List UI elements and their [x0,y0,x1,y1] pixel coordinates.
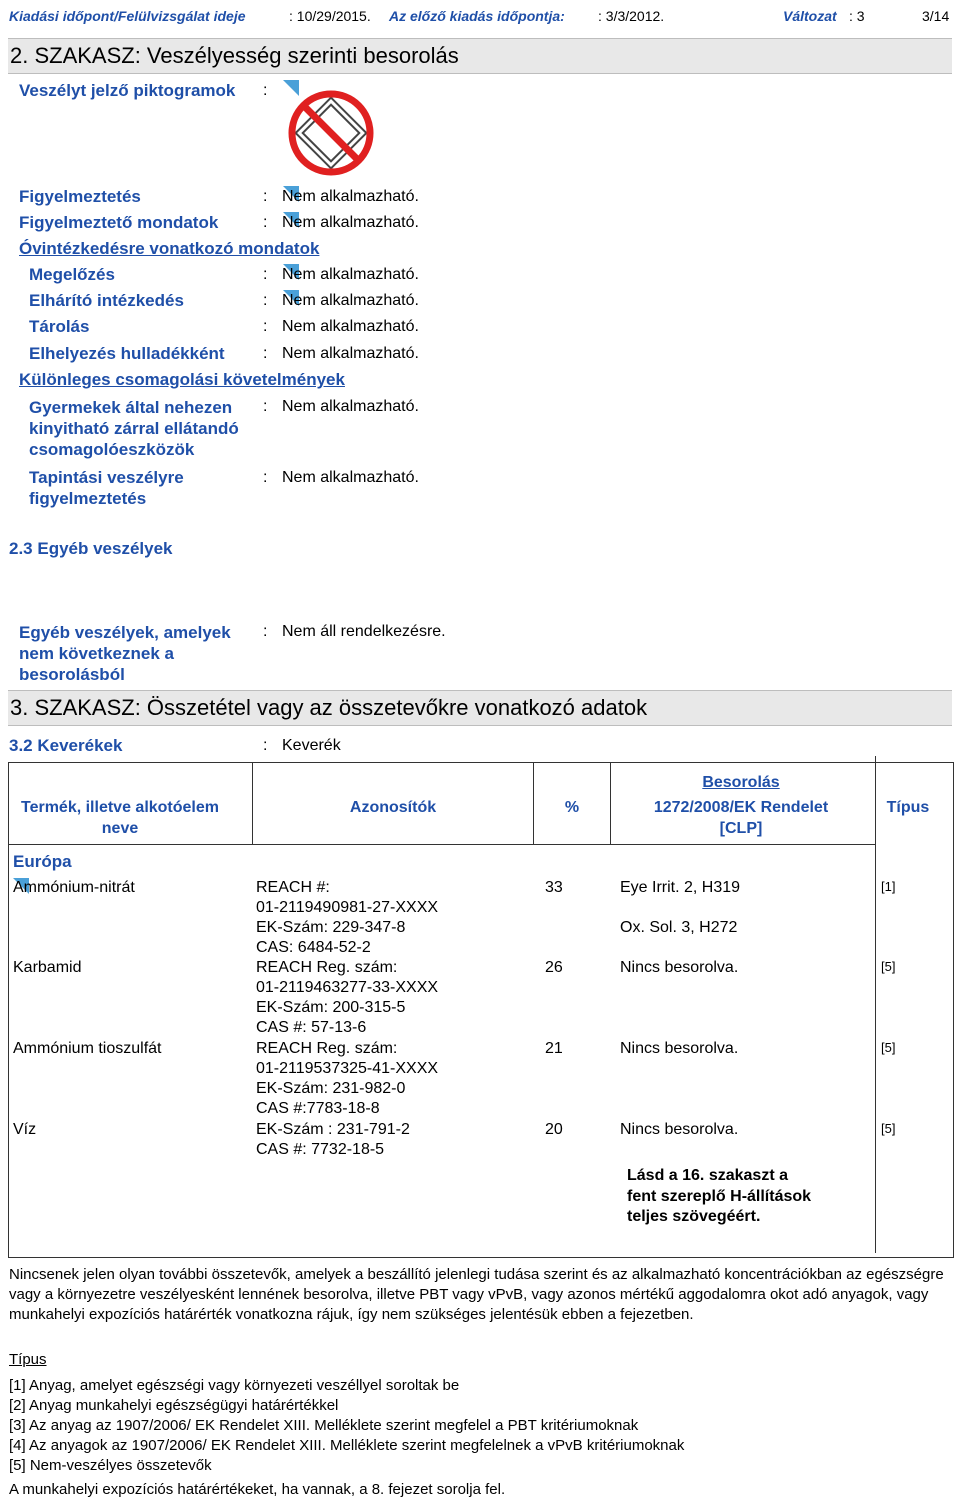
id-line: EK-Szám: 231-982-0 [256,1080,406,1097]
component-type: [5] [881,1121,896,1136]
id-line: REACH #: [256,879,330,896]
type-note: [5] Nem-veszélyes összetevők [9,1457,212,1474]
table-divider [8,844,252,845]
exposure-limit-note: A munkahelyi expozíciós határértékeket, ha vannak, a 8. fejezet sorolja fel. [9,1481,506,1498]
prevention-label: Megelőzés [29,265,115,284]
section-2-title-bar [8,38,952,74]
tactile-warning-label: Tapintási veszélyre figyelmeztetés [29,468,184,508]
child-resistant-value: Nem alkalmazható. [282,398,419,415]
response-value: Nem alkalmazható. [282,292,419,309]
id-line: EK-Szám : 231-791-2 [256,1121,410,1138]
section-2-title: 2. SZAKASZ: Veszélyesség szerinti besorolás [10,43,459,68]
id-line: CAS #: 57-13-6 [256,1019,367,1036]
type-note: [3] Az anyag az 1907/2006/ EK Rendelet XIII. Melléklete szerint megfelel a PBT kritériumoknak [9,1417,639,1434]
id-line: 01-2119490981-27-XXXX [256,899,439,916]
component-name: Ammónium tioszulfát [13,1040,162,1057]
id-line: REACH Reg. szám: [256,1040,398,1057]
section-3-title: 3. SZAKASZ: Összetétel vagy az összetevőkre vonatkozó adatok [10,695,648,720]
component-ids [256,1039,438,1119]
colon: : [263,82,268,99]
component-ids [256,878,438,958]
id-line: CAS #:7783-18-8 [256,1100,380,1117]
warning-value: Nem alkalmazható. [282,188,419,205]
child-resistant-label: Gyermekek által nehezen kinyitható zárral ellátandó csomagolóeszközök [29,398,239,459]
component-classification: Nincs besorolva. [620,1121,739,1138]
component-name: Karbamid [13,959,82,976]
table-divider [252,844,875,845]
id-line: EK-Szám: 229-347-8 [256,919,406,936]
mixtures-label: 3.2 Keverékek [9,736,123,755]
component-percent: 21 [545,1040,563,1057]
other-hazards-heading: 2.3 Egyéb veszélyek [9,539,173,558]
type-heading: Típus [9,1351,47,1368]
type-notes [9,1376,684,1476]
disposal-label: Elhelyezés hulladékként [29,344,225,363]
type-note: [4] Az anyagok az 1907/2006/ EK Rendelet XIII. Melléklete szerint megfelelnek a vPvB kritériumoknak [9,1437,685,1454]
col-header-clp: 1272/2008/EK Rendelet [CLP] [653,799,829,837]
packaging-heading: Különleges csomagolási követelmények [19,370,345,389]
id-line: 01-2119463277-33-XXXX [256,979,439,996]
table-divider [875,756,876,1253]
prev-date: : 3/3/2012. [598,8,665,24]
issue-date: : 10/29/2015. [289,8,371,24]
prev-date-label: Az előző kiadás időpontja: [389,8,565,24]
prevention-value: Nem alkalmazható. [282,266,419,283]
component-type: [5] [881,1040,896,1055]
type-note: [2] Anyag munkahelyi egészségügyi határértékkel [9,1397,339,1414]
component-type: [1] [881,879,896,894]
prohibited-diamond-icon [286,88,376,178]
type-note: [1] Anyag, amelyet egészségi vagy környezeti veszéllyel soroltak be [9,1377,460,1394]
pictogram-label: Veszélyt jelző piktogramok [19,81,236,100]
storage-value: Nem alkalmazható. [282,318,419,335]
other-hazards-label: Egyéb veszélyek, amelyek nem következnek a besorolásból [19,623,231,684]
precaution-heading: Óvintézkedésre vonatkozó mondatok [19,239,320,258]
id-line: 01-2119537325-41-XXXX [256,1060,439,1077]
id-line: CAS: 6484-52-2 [256,939,371,956]
hazard-statement-value: Nem alkalmazható. [282,214,419,231]
component-classification: Ox. Sol. 3, H272 [620,919,738,936]
other-hazards-value: Nem áll rendelkezésre. [282,623,446,640]
component-ids [256,1120,410,1160]
id-line: CAS #: 7732-18-5 [256,1141,385,1158]
component-percent: 33 [545,879,563,896]
version-value: : 3 [849,8,865,24]
col-header-name: Termék, illetve alkotóelem neve [20,799,219,837]
col-header-type: Típus [886,799,930,816]
component-ids [256,958,438,1038]
mixtures-value: Keverék [282,737,341,754]
component-percent: 20 [545,1121,563,1138]
region-label: Európa [13,852,72,871]
warning-label: Figyelmeztetés [19,187,141,206]
component-percent: 26 [545,959,563,976]
tactile-warning-value: Nem alkalmazható. [282,469,419,486]
component-name: Víz [13,1121,37,1138]
section-3-title-bar [8,690,952,726]
page-number: 3/14 [922,8,950,24]
col-header-ids: Azonosítók [349,799,437,816]
component-type: [5] [881,959,896,974]
additional-ingredients-note: Nincsenek jelen olyan további összetevők, amelyek a beszállító jelenlegi tudása szerint és az alkalmazható koncentrációkban az egészségre vagy a környezetre veszélyesként lennének besorolva, illetve PBT vagy vPvB, vagy azonos mértékű aggodalomra okot adó anyagok, vagy munkahelyi expozíciós határérték vonatkozna rájuk, így nem szükséges jelentésük ebben a fejezetben. [9,1266,944,1323]
h-statements-footnote: Lásd a 16. szakaszt a fent szereplő H-állítások teljes szövegéért. [627,1167,812,1225]
version-label: Változat [783,8,837,24]
component-classification: Nincs besorolva. [620,1040,739,1057]
storage-label: Tárolás [29,317,90,336]
col-header-percent: % [564,799,580,816]
col-header-classification: Besorolás [702,774,780,791]
issue-date-label: Kiadási időpont/Felülvizsgálat ideje [9,8,246,24]
id-line: REACH Reg. szám: [256,959,398,976]
response-label: Elhárító intézkedés [29,291,184,310]
hazard-statement-label: Figyelmeztető mondatok [19,213,219,232]
component-classification: Nincs besorolva. [620,959,739,976]
disposal-value: Nem alkalmazható. [282,345,419,362]
id-line: EK-Szám: 200-315-5 [256,999,406,1016]
component-name: Ammónium-nitrát [13,879,135,896]
component-classification: Eye Irrit. 2, H319 [620,879,741,896]
